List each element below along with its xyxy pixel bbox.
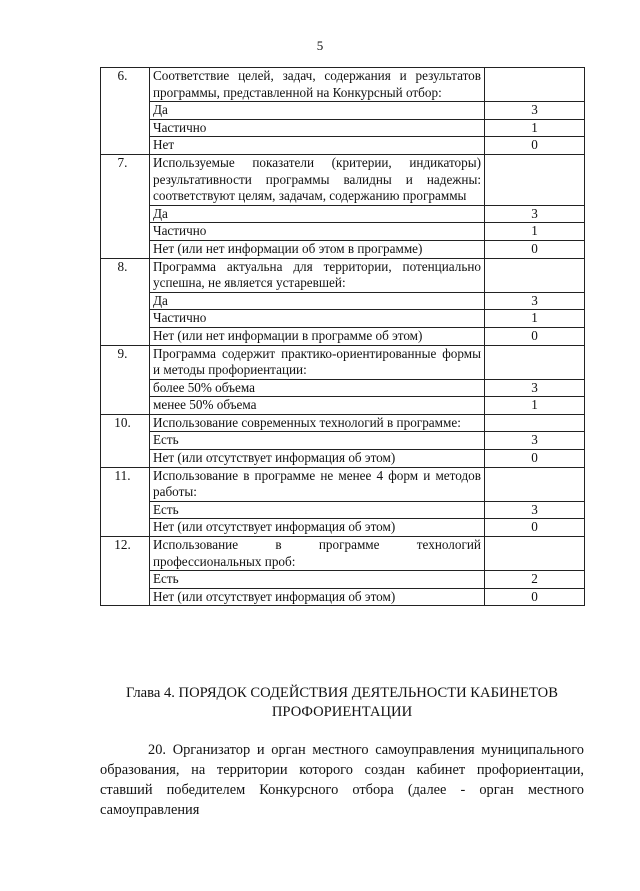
option-label: менее 50% объема [150,397,485,415]
option-row [101,327,585,345]
criterion-question: Программа актуальна для территории, потенциально успешна, не является устаревшей: [150,258,485,292]
option-score: 3 [485,102,585,120]
option-row [101,223,585,241]
option-label: Нет (или отсутствует информация об этом) [150,450,485,468]
option-score: 2 [485,571,585,589]
option-score: 3 [485,292,585,310]
option-label: Есть [150,501,485,519]
option-label: Частично [150,119,485,137]
option-label: Есть [150,432,485,450]
criterion-score-empty [485,467,585,501]
option-row [101,432,585,450]
criterion-row [101,414,585,432]
option-row [101,137,585,155]
option-label: Нет [150,137,485,155]
criterion-number: 7. [101,154,150,258]
option-row [101,310,585,328]
option-row [101,292,585,310]
criteria-table [100,67,585,606]
criterion-row [101,258,585,292]
criterion-number: 10. [101,414,150,467]
criteria-table-body [101,68,585,606]
option-row [101,240,585,258]
criterion-question: Использование в программе технологий профессиональных проб: [150,537,485,571]
option-score: 1 [485,223,585,241]
option-label: более 50% объема [150,379,485,397]
criterion-row [101,345,585,379]
option-score: 0 [485,588,585,606]
chapter-title-line-1: Глава 4. ПОРЯДОК СОДЕЙСТВИЯ ДЕЯТЕЛЬНОСТИ КАБИНЕТОВ [126,685,558,701]
criterion-question: Использование в программе не менее 4 форм и методов работы: [150,467,485,501]
option-score: 3 [485,205,585,223]
chapter-title [100,684,584,722]
criterion-number: 12. [101,537,150,606]
option-score: 1 [485,397,585,415]
option-row [101,588,585,606]
criterion-number: 11. [101,467,150,536]
criterion-row [101,467,585,501]
criterion-row [101,154,585,205]
criterion-number: 8. [101,258,150,345]
criterion-question: Соответствие целей, задач, содержания и результатов программы, представленной на Конкурсный отбор: [150,68,485,102]
option-score: 1 [485,119,585,137]
criterion-score-empty [485,345,585,379]
criterion-question: Использование современных технологий в программе: [150,414,485,432]
chapter-title-line-2: ПРОФОРИЕНТАЦИИ [271,704,413,720]
option-score: 0 [485,327,585,345]
criterion-score-empty [485,154,585,205]
option-label: Да [150,102,485,120]
option-score: 0 [485,519,585,537]
paragraph-20: 20. Организатор и орган местного самоуправления муниципального образования, на территории которого создан кабинет профориентации, ставший победителем Конкурсного отбора (далее - орган местного самоуправления [100,742,584,818]
option-row [101,379,585,397]
criterion-row [101,537,585,571]
option-label: Частично [150,310,485,328]
criterion-score-empty [485,68,585,102]
option-row [101,450,585,468]
option-label: Частично [150,223,485,241]
option-score: 0 [485,450,585,468]
criterion-question: Программа содержит практико-ориентированные формы и методы профориентации: [150,345,485,379]
option-score: 3 [485,379,585,397]
option-label: Да [150,205,485,223]
option-label: Нет (или нет информации об этом в программе) [150,240,485,258]
option-label: Есть [150,571,485,589]
option-score: 0 [485,240,585,258]
option-label: Нет (или отсутствует информация об этом) [150,588,485,606]
option-row [101,519,585,537]
criterion-row [101,68,585,102]
criterion-number: 6. [101,68,150,155]
option-label: Да [150,292,485,310]
option-row [101,501,585,519]
option-row [101,571,585,589]
criterion-score-empty [485,537,585,571]
criterion-number: 9. [101,345,150,414]
option-row [101,205,585,223]
criterion-score-empty [485,258,585,292]
option-score: 3 [485,501,585,519]
option-score: 1 [485,310,585,328]
option-label: Нет (или отсутствует информация об этом) [150,519,485,537]
criterion-question: Используемые показатели (критерии, индикаторы) результативности программы валидны и надежны: соответствуют целям, задачам, содержанию программы [150,154,485,205]
option-row [101,397,585,415]
page-number: 5 [316,38,324,53]
option-score: 3 [485,432,585,450]
option-row [101,102,585,120]
option-row [101,119,585,137]
option-score: 0 [485,137,585,155]
criterion-score-empty [485,414,585,432]
option-label: Нет (или нет информации в программе об этом) [150,327,485,345]
